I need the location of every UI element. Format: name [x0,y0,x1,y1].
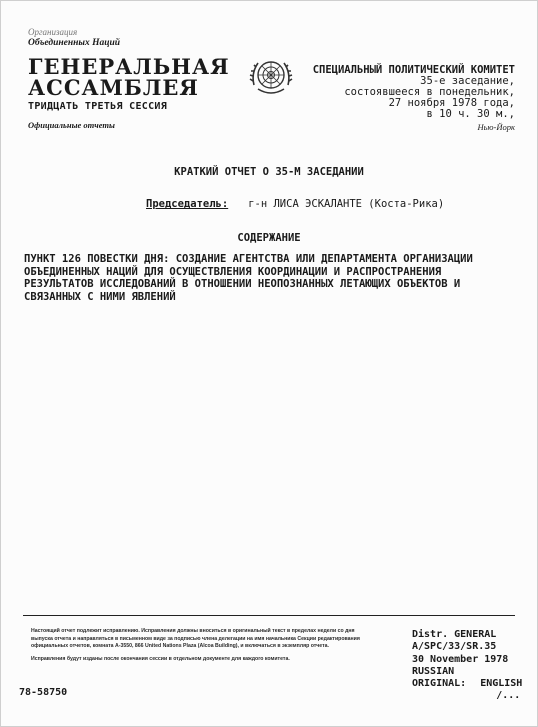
agenda-item-text: ПУНКТ 126 ПОВЕСТКИ ДНЯ: СОЗДАНИЕ АГЕНТСТВА ИЛИ ДЕПАРТАМЕНТА ОРГАНИЗАЦИИ ОБЪЕДИНЕННЫХ НАЦИЙ ДЛЯ ОСУЩЕСТВЛЕНИЯ КООРДИНАЦИИ И РАСПРОСТРАНЕНИЯ РЕЗУЛЬТАТОВ ИССЛЕДОВАНИЙ В ОТНОШЕНИИ НЕОПОЗНАННЫХ ЛЕТАЮЩИХ ОБЪЕКТОВ И СВЯЗАННЫХ С НИМИ ЯВЛЕНИЙ [24,253,473,303]
meeting-time: в 10 ч. 30 м., [426,108,515,120]
committee-label: СПЕЦИАЛЬНЫЙ ПОЛИТИЧЕСКИЙ КОМИТЕТ [312,64,515,76]
correction-note: Настоящий отчет подлежит исправлению. Исправления должны вноситься в оригинальный текст в пределах недели со дня выпуска отчета и направляться в письменном виде за подписью члена делегации на имя начальника Секции редактирования официальных отчетов, комната A-3550, 866 United Nations Plaza (Alcoa Building), и включаться в экземпляр отчета. [31,628,360,649]
org-nations-label: Объединенных Наций [28,38,121,48]
meeting-number: 35-е заседание, [420,75,515,87]
session-label: ТРИДЦАТЬ ТРЕТЬЯ СЕССИЯ [28,101,168,112]
held-on-label: состоявшееся в понедельник, [344,86,515,98]
original-language: ENGLISH [480,678,523,690]
footnote-block [31,628,361,663]
original-label: ORIGINAL: [412,678,467,690]
original-language-line [412,678,522,690]
corrections-issuance-note: Исправления будут изданы после окончания сессии в отдельном документе для каждого комитета. [31,655,290,662]
assembly-title-line2: АССАМБЛЕЯ [28,75,199,100]
org-top-label: Организация [28,27,78,37]
document-title: КРАТКИЙ ОТЧЕТ О 35-М ЗАСЕДАНИИ [174,166,364,178]
assembly-title-line1: ГЕНЕРАЛЬНАЯ [28,54,230,79]
footer-divider [23,615,515,616]
meeting-place: Нью-Йорк [477,122,515,132]
contents-heading: СОДЕРЖАНИЕ [237,232,301,244]
meeting-date: 27 ноября 1978 года, [388,97,515,109]
document-symbol: A/SPC/33/SR.35 [412,641,497,653]
un-emblem-icon [248,55,294,99]
chairman-label: Председатель: [146,198,229,210]
distribution-block [412,629,522,703]
official-records-label: Официальные отчеты [28,120,115,130]
chairman-line [146,198,444,210]
distribution-label: Distr. GENERAL [412,629,497,640]
issue-date: 30 November 1978 [412,653,509,665]
continued-mark: /... [496,690,521,702]
chairman-name: г-н ЛИСА ЭСКАЛАНТЕ (Коста-Рика) [248,198,445,210]
language-label: RUSSIAN [412,665,455,677]
document-number: 78-58750 [19,687,68,698]
